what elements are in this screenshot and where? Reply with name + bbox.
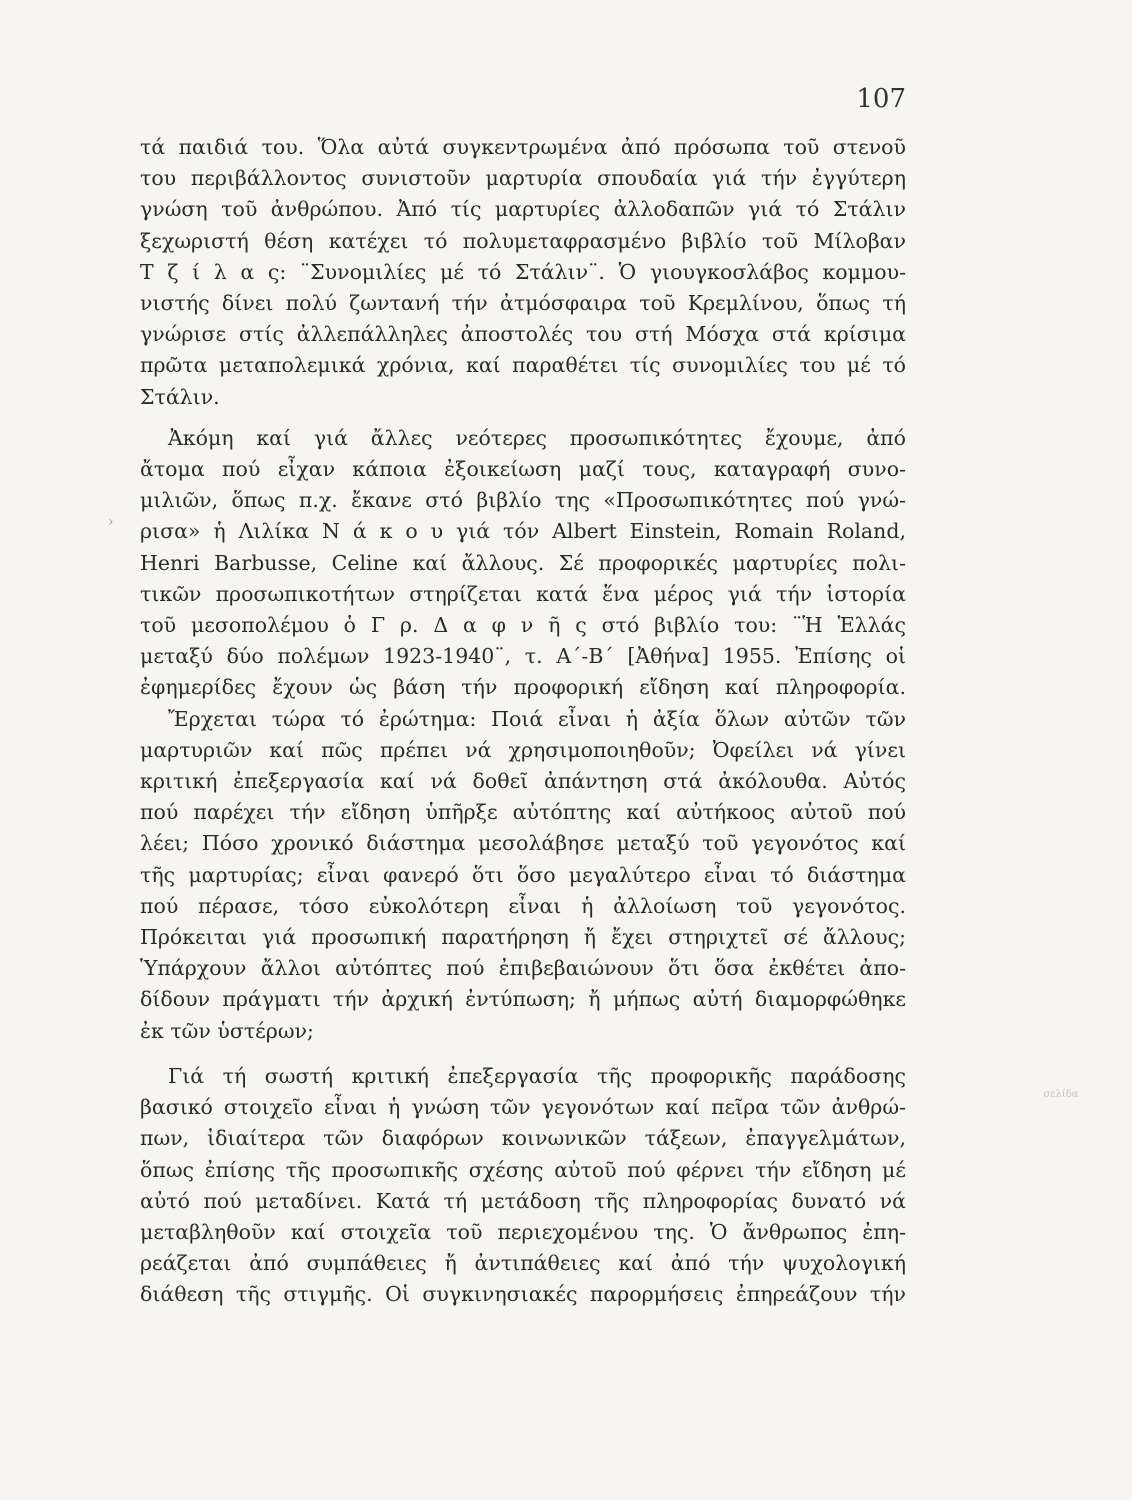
text-line: πού παρέχει τήν εἴδηση ὑπῆρξε αὐτόπτης καί αὐτήκοος αὐτοῦ πού <box>140 800 906 825</box>
text-line: του περιβάλλοντος συνιστοῦν μαρτυρία σπουδαία γιά τήν ἐγγύτερη <box>140 166 906 191</box>
text-line: μιλιῶν, ὅπως π.χ. ἔκανε στό βιβλίο της «Προσωπικότητες πού γνώ- <box>140 488 906 513</box>
text-line: Πρόκειται γιά προσωπική παρατήρηση ἤ ἔχει στηριχτεῖ σέ ἄλλους; <box>140 925 906 950</box>
page-number: 107 <box>856 84 906 114</box>
text-line: ξεχωριστή θέση κατέχει τό πολυμεταφρασμένο βιβλίο τοῦ Μίλοβαν <box>140 228 906 253</box>
text-line: βασικό στοιχεῖο εἶναι ἡ γνώση τῶν γεγονότων καί πεῖρα τῶν ἀνθρώ- <box>140 1095 906 1120</box>
text-line: Ἀκόμη καί γιά ἄλλες νεότερες προσωπικότητες ἔχουμε, ἀπό <box>168 425 906 450</box>
text-line: τῆς μαρτυρίας; εἶναι φανερό ὅτι ὅσο μεγαλύτερο εἶναι τό διάστημα <box>140 862 906 887</box>
text-line: αὐτό πού μεταδίνει. Κατά τή μετάδοση τῆς πληροφορίας δυνατό νά <box>140 1188 906 1213</box>
text-line: πού πέρασε, τόσο εὐκολότερη εἶναι ἡ ἀλλοίωση τοῦ γεγονότος. <box>140 893 906 918</box>
text-line: ὅπως ἐπίσης τῆς προσωπικῆς σχέσης αὐτοῦ πού φέρνει τήν εἴδηση μέ <box>140 1157 906 1182</box>
text-line: μεταξύ δύο πολέμων 1923-1940¨, τ. Α΄-Β΄ [Ἀθήνα] 1955. Ἐπίσης οἱ <box>140 644 906 669</box>
text-line: πων, ἰδιαίτερα τῶν διαφόρων κοινωνικῶν τάξεων, ἐπαγγελμάτων, <box>140 1126 906 1151</box>
text-line: δίδουν πράγματι τήν ἀρχική ἐντύπωση; ἤ μήπως αὐτή διαμορφώθηκε <box>140 987 906 1012</box>
text-line: ρεάζεται ἀπό συμπάθειες ἤ ἀντιπάθειες καί ἀπό τήν ψυχολογική <box>140 1251 906 1276</box>
text-body <box>140 132 906 1311</box>
text-line: κριτική ἐπεξεργασία καί νά δοθεῖ ἀπάντηση στά ἀκόλουθα. Αὐτός <box>140 769 906 794</box>
text-line: ἐφημερίδες ἔχουν ὡς βάση τήν προφορική εἴδηση καί πληροφορία. <box>140 675 906 700</box>
text-line: γνώρισε στίς ἀλλεπάλληλες ἀποστολές του στή Μόσχα στά κρίσιμα <box>140 322 906 347</box>
margin-mark: › <box>108 514 114 530</box>
text-line: Ἔρχεται τώρα τό ἐρώτημα: Ποιά εἶναι ἡ ἀξία ὅλων αὐτῶν τῶν <box>168 706 906 731</box>
text-line: Ὑπάρχουν ἄλλοι αὐτόπτες πού ἐπιβεβαιώνουν ὅτι ὅσα ἐκθέτει ἀπο- <box>140 956 906 981</box>
text-line: νιστής δίνει πολύ ζωντανή τήν ἀτμόσφαιρα τοῦ Κρεμλίνου, ὅπως τή <box>140 291 906 316</box>
text-line: διάθεση τῆς στιγμῆς. Οἱ συγκινησιακές παρορμήσεις ἐπηρεάζουν τήν <box>140 1282 906 1307</box>
text-line: ρισα» ἡ Λιλίκα Ν ά κ ο υ γιά τόν Albert Einstein, Romain Roland, <box>140 519 906 544</box>
text-line: Henri Barbusse, Celine καί ἄλλους. Σέ προφορικές μαρτυρίες πολι- <box>140 550 906 575</box>
text-line: τικῶν προσωπικοτήτων στηρίζεται κατά ἕνα μέρος γιά τήν ἱστορία <box>140 581 906 606</box>
faint-margin-note: σελίδα <box>1043 1089 1079 1100</box>
text-line: πρῶτα μεταπολεμικά χρόνια, καί παραθέτει τίς συνομιλίες του μέ τό <box>140 353 906 378</box>
text-line: Τ ζ ί λ α ς: ¨Συνομιλίες μέ τό Στάλιν¨. Ὁ γιουγκοσλάβος κομμου- <box>140 259 906 284</box>
paragraph-2 <box>140 423 906 704</box>
text-line: Γιά τή σωστή κριτική ἐπεξεργασία τῆς προφορικῆς παράδοσης <box>168 1063 906 1088</box>
text-line: τά παιδιά του. Ὅλα αὐτά συγκεντρωμένα ἀπό πρόσωπα τοῦ στενοῦ <box>140 135 906 159</box>
text-line: γνώση τοῦ ἀνθρώπου. Ἀπό τίς μαρτυρίες ἀλλοδαπῶν γιά τό Στάλιν <box>140 197 906 222</box>
text-line: λέει; Πόσο χρονικό διάστημα μεσολάβησε μεταξύ τοῦ γεγονότος καί <box>140 831 906 856</box>
text-line: μαρτυριῶν καί πῶς πρέπει νά χρησιμοποιηθοῦν; Ὀφείλει νά γίνει <box>140 737 906 762</box>
text-line: μεταβληθοῦν καί στοιχεῖα τοῦ περιεχομένου της. Ὁ ἄνθρωπος ἐπη- <box>140 1219 906 1244</box>
text-line: ἄτομα πού εἶχαν κάποια ἐξοικείωση μαζί τους, καταγραφή συνο- <box>140 457 906 482</box>
text-line: Στάλιν. <box>140 384 220 409</box>
paragraph-1 <box>140 132 906 413</box>
paragraph-3 <box>140 704 906 1047</box>
text-line: ἐκ τῶν ὑστέρων; <box>140 1018 314 1043</box>
text-line: τοῦ μεσοπολέμου ὁ Γ ρ. Δ α φ ν ῆ ς στό βιβλίο του: ¨Ἡ Ἑλλάς <box>140 613 906 638</box>
paragraph-4 <box>140 1061 906 1311</box>
